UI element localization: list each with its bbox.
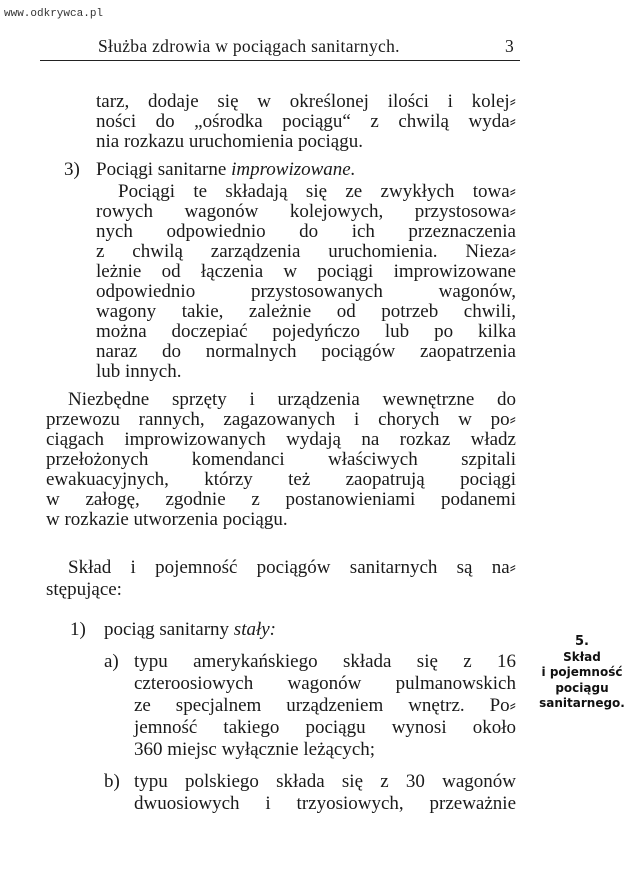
text-line: ciągach improwizowanych wydają na rozkaz władz (46, 429, 516, 450)
margin-note-line: sanitarnego. (539, 696, 625, 710)
text-line: ności do „ośrodka pociągu“ z chwilą wyda⸗ (96, 111, 516, 132)
list-marker-3: 3) (64, 159, 80, 180)
text-line: lub innych. (96, 361, 182, 382)
text-line: Skład i pojemność pociągów sanitarnych są na⸗ (68, 557, 516, 578)
margin-note-number: 5. (575, 634, 589, 649)
item-3-heading-text: Pociągi sanitarne (96, 159, 227, 180)
running-header (40, 34, 520, 61)
list-marker-b: b) (104, 771, 120, 792)
item-1-heading (104, 620, 276, 639)
item-1-heading-emphasis: stały: (233, 619, 277, 640)
text-line: nych odpowiednio do ich przeznaczenia (96, 221, 516, 242)
text-line: dwuosiowych i trzyosiowych, przeważnie (134, 793, 516, 814)
item-1-heading-text: pociąg sanitarny (104, 619, 230, 640)
list-marker-1: 1) (70, 619, 86, 640)
text-line: jemność takiego pociągu wynosi około (134, 717, 516, 738)
item-3-heading-emphasis: improwizowane. (231, 159, 356, 180)
item-3-heading (96, 160, 355, 179)
text-line: przewozu rannych, zagazowanych i chorych w po⸗ (46, 409, 516, 430)
text-line: ze specjalnem urządzeniem wnętrz. Po⸗ (134, 695, 516, 716)
text-line: typu polskiego składa się z 30 wagonów (134, 771, 516, 792)
text-line: rowych wagonów kolejowych, przystosowa⸗ (96, 201, 516, 222)
page-number: 3 (504, 36, 514, 56)
text-line: naraz do normalnych pociągów zaopatrzenia (96, 341, 516, 362)
text-line: przełożonych komendanci właściwych szpitali (46, 449, 516, 470)
text-line: Niezbędne sprzęty i urządzenia wewnętrzne do (68, 389, 516, 410)
text-line: tarz, dodaje się w określonej ilości i kolej⸗ (96, 91, 516, 112)
text-line: typu amerykańskiego składa się z 16 (134, 651, 516, 672)
text-line: czteroosiowych wagonów pulmanowskich (134, 673, 516, 694)
text-line: Pociągi te składają się ze zwykłych towa⸗ (118, 181, 516, 202)
margin-note-line: pociągu (555, 680, 609, 695)
margin-note-line: i pojemność (541, 665, 623, 679)
margin-note (530, 634, 634, 712)
text-line: ewakuacyjnych, którzy też zaopatrują pociągi (46, 469, 516, 490)
text-line: wagony takie, zależnie od potrzeb chwili, (96, 301, 516, 322)
running-title: Służba zdrowia w pociągach sanitarnych. (98, 36, 400, 56)
watermark: www.odkrywca.pl (4, 8, 104, 20)
text-line: odpowiednio przystosowanych wagonów, (96, 281, 516, 302)
text-line: nia rozkazu uruchomienia pociągu. (96, 131, 363, 152)
text-line: leżnie od łączenia w pociągi improwizowane (96, 261, 516, 282)
text-line: można doczepiać pojedyńczo lub po kilka (96, 321, 516, 342)
text-line: z chwilą zarządzenia uruchomienia. Nieza⸗ (96, 241, 516, 262)
text-line: w rozkazie utworzenia pociągu. (46, 509, 288, 530)
text-line: 360 miejsc wyłącznie leżących; (134, 739, 376, 760)
list-marker-a: a) (104, 651, 119, 672)
margin-note-line: Skład (563, 649, 601, 664)
text-line: w załogę, zgodnie z postanowieniami podanemi (46, 489, 516, 510)
text-line: stępujące: (46, 579, 122, 600)
